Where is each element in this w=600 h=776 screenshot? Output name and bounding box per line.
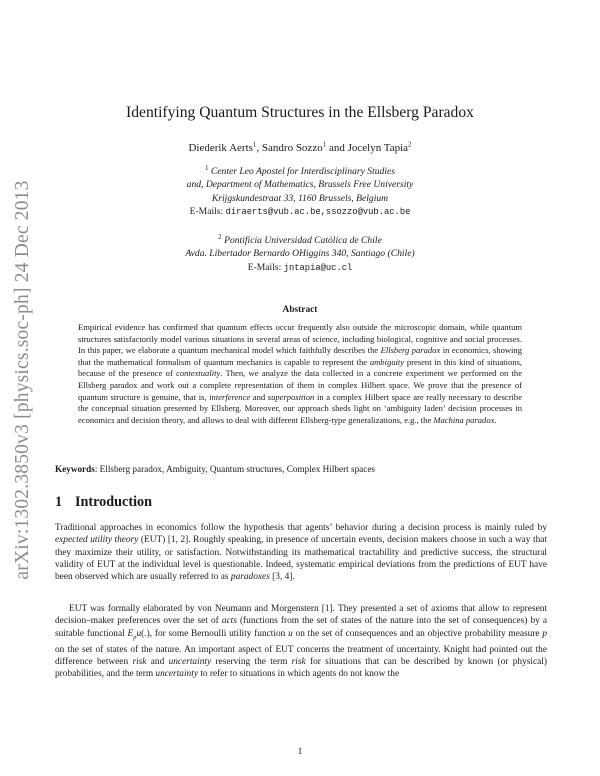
email-address[interactable]: diraerts@vub.ac.be,ssozzo@vub.ac.be <box>225 207 411 218</box>
section-number: 1 <box>55 494 63 510</box>
author-affiliation-mark: 1 <box>252 140 257 149</box>
author-list: Diederik Aerts$^1$, Sandro Sozzo$^1$ and Jocelyn Tapia$^2$ <box>188 140 412 154</box>
intro-paragraph-2: EUT was formally elaborated by von Neumann and Morgenstern [1]. They presented a set of axioms that allow to represent decision–maker preferences over the set of acts (functions from the set of states of the nature into the set of consequences) by a suitable functional $E_pu(.)$, for some Bernoulli utility function u on the set of consequences and an objective probability measure p on the set of states of the nature. An important aspect of EUT concerns the treatment of uncertainty. Knight had pointed out the difference between risk and uncertainty reserving the term risk for situations that can be described by known (or physical) probabilities, and the term uncertainty to refer to situations in which agents do not know the <box>55 604 548 680</box>
affiliation-line: Avda. Libertador Bernardo OHiggins 340, Santiago (Chile) <box>185 248 415 260</box>
abstract-heading: Abstract <box>282 305 318 315</box>
author-name: Diederik Aerts <box>188 142 253 154</box>
arxiv-identifier[interactable]: arXiv:1302.3850v3 [physics.soc-ph] 24 Dec 2013 <box>12 180 33 580</box>
keywords-list: : Ellsberg paradox, Ambiguity, Quantum structures, Complex Hilbert spaces <box>94 464 375 474</box>
keywords <box>55 464 555 474</box>
email-address[interactable]: jntapia@uc.cl <box>283 262 353 273</box>
affiliation-line: Krijgskundestraat 33, 1160 Brussels, Belgium <box>211 192 389 204</box>
affiliation-1: $^1$ Center Leo Apostel for Interdisciplinary Studies and, Department of Mathematics, Brussels Free University Krijgskundestraat 33, 1160 Brussels, Belgium E-Mails: diraerts@vub.ac.be,ssozzo@vub.ac.be <box>0 165 600 220</box>
affiliation-emails: E-Mails: jntapia@uc.cl <box>247 261 353 273</box>
section-heading <box>55 494 152 511</box>
keywords-label: Keywords <box>55 464 95 474</box>
author-name: Jocelyn Tapia <box>347 142 409 154</box>
intro-paragraph-1: Traditional approaches in economics follow the hypothesis that agents’ behavior during a decision process is mainly ruled by expected utility theory (EUT) [1, 2]. Roughly speaking, in presence of uncertain events, decision makers choose in such a way that they maximize their utility, or satisfaction. Notwithstanding its mathematical tractability and predictive success, the structural validity of EUT at the individual level is questionable. Indeed, systematic empirical deviations from the predictions of EUT have been observed which are usually referred to as paradoxes [3, 4]. <box>55 523 547 583</box>
affiliation-line: Center Leo Apostel for Interdisciplinary Studies <box>210 166 396 177</box>
author-affiliation-mark: 1 <box>322 140 327 149</box>
affiliation-line: Pontificia Universidad Católica de Chile <box>224 235 382 246</box>
abstract-text: Empirical evidence has confirmed that quantum effects occur frequently also outside the microscopic domain, while quantum structures satisfactorily model various situations in several areas of science, including biological, cognitive and social processes. In this paper, we elaborate a quantum mechanical model which faithfully describes the Ellsberg paradox in economics, showing that the mathematical formalism of quantum mechanics is capable to represent the ambiguity present in this kind of situations, because of the presence of contextuality. Then, we analyze the data collected in a concrete experiment we performed on the Ellsberg paradox and work out a complete representation of them in complex Hilbert space. We prove that the presence of quantum structure is genuine, that is, interference and superposition in a complex Hilbert space are really necessary to describe the conceptual situation presented by Ellsberg. Moreover, our approach sheds light on ‘ambiguity laden’ decision processes in economics and decision theory, and allows to deal with different Ellsberg-type generalizations, e.g., the Machina paradox. <box>78 322 523 425</box>
section-title: Introduction <box>75 494 152 510</box>
affiliation-emails: E-Mails: diraerts@vub.ac.be,ssozzo@vub.ac.be <box>189 206 411 218</box>
paper-title: Identifying Quantum Structures in the Ellsberg Paradox <box>126 104 474 121</box>
affiliation-line: and, Department of Mathematics, Brussels Free University <box>186 179 414 191</box>
author-affiliation-mark: 2 <box>408 140 412 149</box>
page-number: 1 <box>297 747 303 757</box>
author-name: Sandro Sozzo <box>261 142 323 154</box>
affiliation-2: $^2$ Pontificia Universidad Católica de Chile Avda. Libertador Bernardo OHiggins 340, Santiago (Chile) E-Mails: jntapia@uc.cl <box>0 234 600 275</box>
